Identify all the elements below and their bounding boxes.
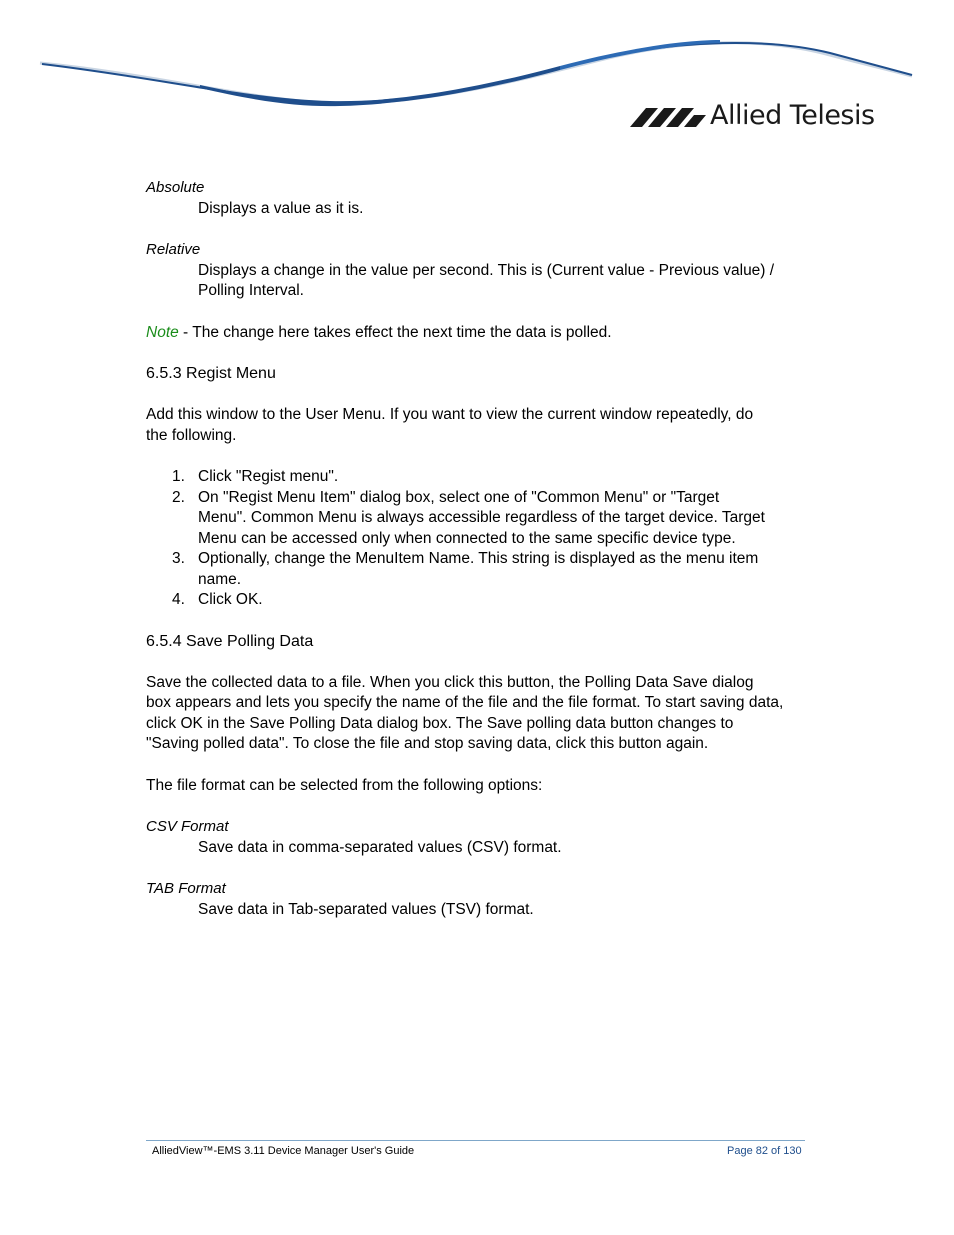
save-para-line2: box appears and lets you specify the name of the file and the file format. To start saving data,: [146, 694, 784, 711]
step-number: 4.: [172, 591, 185, 608]
step-text: Menu can be accessed only when connected to the same specific device type.: [198, 529, 736, 547]
note-label: Note: [146, 323, 179, 341]
heading-save-polling-data: 6.5.4 Save Polling Data: [146, 632, 314, 650]
save-para-line3: click OK in the Save Polling Data dialog box. The Save polling data button changes to: [146, 714, 734, 732]
def-relative-line2: Polling Interval.: [198, 282, 304, 299]
step-text: Click "Regist menu".: [198, 468, 339, 485]
heading-regist-menu: 6.5.3 Regist Menu: [146, 365, 276, 382]
regist-intro-line1: Add this window to the User Menu. If you want to view the current window repeatedly, do: [146, 406, 754, 423]
note-text: - The change here takes effect the next time the data is polled.: [178, 323, 612, 341]
list-item: [146, 467, 814, 488]
regist-steps-list: [146, 467, 814, 611]
footer-page-number: Page 82 of 130: [727, 1145, 802, 1157]
list-item: [146, 488, 814, 550]
term-tab: TAB Format: [146, 880, 226, 897]
def-csv: Save data in comma-separated values (CSV) format.: [198, 838, 562, 856]
step-text: Click OK.: [198, 591, 263, 608]
footer-title: AlliedView™-EMS 3.11 Device Manager User's Guide: [152, 1145, 415, 1157]
step-text: name.: [198, 570, 242, 588]
def-relative-line1: Displays a change in the value per second. This is (Current value - Previous value) /: [198, 261, 775, 279]
term-absolute: Absolute: [146, 179, 205, 196]
step-number: 1.: [172, 468, 185, 485]
term-relative: Relative: [146, 241, 201, 258]
header-swoosh-graphic: [0, 0, 954, 160]
term-csv: CSV Format: [146, 818, 229, 835]
regist-intro-line2: the following.: [146, 426, 237, 444]
step-number: 3.: [172, 550, 185, 567]
brand-name: Allied Telesis: [710, 100, 875, 131]
def-tab: Save data in Tab-separated values (TSV) format.: [198, 900, 534, 918]
step-text: On "Regist Menu Item" dialog box, select one of "Common Menu" or "Target: [198, 488, 720, 506]
format-intro: The file format can be selected from the following options:: [146, 776, 543, 794]
step-text: Menu". Common Menu is always accessible regardless of the target device. Target: [198, 509, 765, 526]
step-text: Optionally, change the MenuItem Name. This string is displayed as the menu item: [198, 550, 759, 567]
step-number: 2.: [172, 488, 185, 506]
list-item: [146, 549, 814, 590]
save-para-line4: "Saving polled data". To close the file and stop saving data, click this button again.: [146, 735, 709, 752]
note-paragraph: [146, 323, 814, 344]
page-content: [146, 178, 814, 920]
save-para-line1: Save the collected data to a file. When you click this button, the Polling Data Save dialog: [146, 673, 754, 691]
footer-divider: [146, 1140, 805, 1141]
def-absolute: Displays a value as it is.: [198, 199, 364, 217]
list-item: [146, 590, 814, 611]
